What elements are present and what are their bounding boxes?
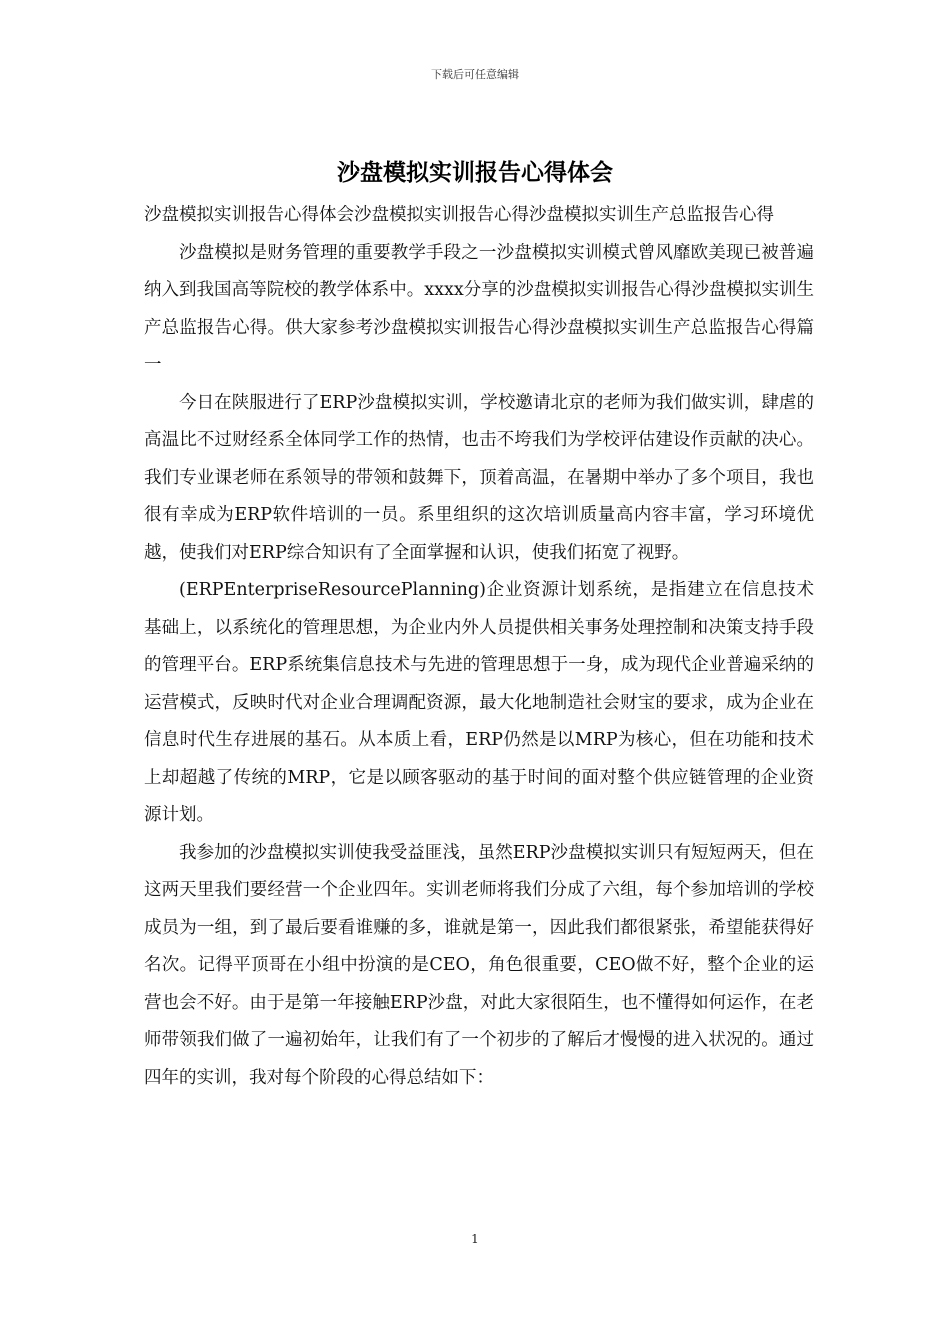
body-paragraph-4: (ERPEnterpriseResourcePlanning)企业资源计划系统，是指建立在信息技术基础上，以系统化的管理思想，为企业内外人员提供相关事务处理控制和决策支持手段的管理平台。ERP系统集信息技术与先进的管理思想于一身，成为现代企业普遍采纳的运营模式，反映时代对企业合理调配资源，最大化地制造社会财宝的要求，成为企业在信息时代生存进展的基石。从本质上看，ERP仍然是以MRP为核心，但在功能和技术上却超越了传统的MRP，它是以顾客驱动的基于时间的面对整个供应链管理的企业资源计划。 bbox=[144, 580, 814, 825]
page-number: 1 bbox=[471, 1232, 479, 1246]
body-paragraph-1: 沙盘模拟实训报告心得体会沙盘模拟实训报告心得沙盘模拟实训生产总监报告心得 bbox=[144, 205, 774, 225]
page-header: 下载后可任意编辑 bbox=[431, 68, 519, 81]
document-title: 沙盘模拟实训报告心得体会 bbox=[337, 159, 613, 186]
document-body bbox=[144, 197, 814, 1097]
body-paragraph-2: 沙盘模拟是财务管理的重要教学手段之一沙盘模拟实训模式曾风靡欧美现已被普遍纳入到我国高等院校的教学体系中。xxxx分享的沙盘模拟实训报告心得沙盘模拟实训生产总监报告心得。供大家参考沙盘模拟实训报告心得沙盘模拟实训生产总监报告心得篇一 bbox=[144, 242, 814, 375]
body-paragraph-5: 我参加的沙盘模拟实训使我受益匪浅，虽然ERP沙盘模拟实训只有短短两天，但在这两天里我们要经营一个企业四年。实训老师将我们分成了六组，每个参加培训的学校成员为一组，到了最后要看谁赚的多，谁就是第一，因此我们都很紧张，希望能获得好名次。记得平顶哥在小组中扮演的是CEO，角色很重要，CEO做不好，整个企业的运营也会不好。由于是第一年接触ERP沙盘，对此大家很陌生，也不懂得如何运作，在老师带领我们做了一遍初始年，让我们有了一个初步的了解后才慢慢的进入状况的。通过四年的实训，我对每个阶段的心得总结如下： bbox=[144, 842, 814, 1088]
body-paragraph-3: 今日在陕服进行了ERP沙盘模拟实训，学校邀请北京的老师为我们做实训，肆虐的高温比不过财经系全体同学工作的热情，也击不垮我们为学校评估建设作贡献的决心。我们专业课老师在系领导的带领和鼓舞下，顶着高温，在暑期中举办了多个项目，我也很有幸成为ERP软件培训的一员。系里组织的这次培训质量高内容丰富，学习环境优越，使我们对ERP综合知识有了全面掌握和认识，使我们拓宽了视野。 bbox=[144, 392, 814, 563]
